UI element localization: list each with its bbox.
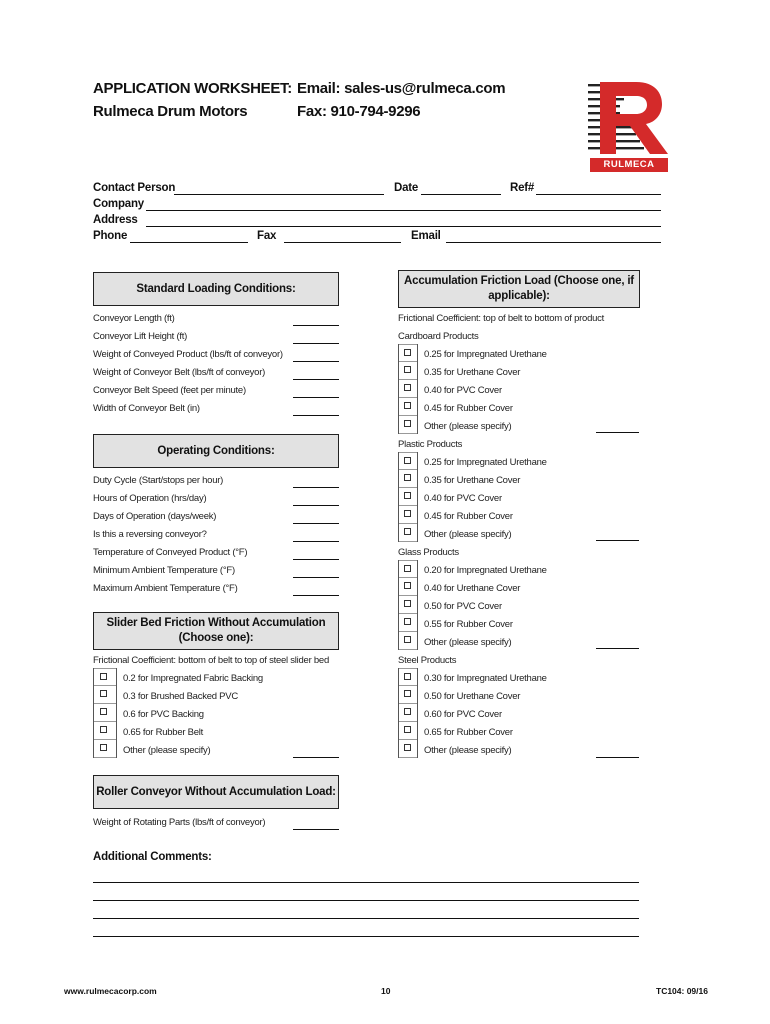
glass-option: 0.20 for Impregnated Urethane bbox=[424, 565, 547, 576]
email-field[interactable] bbox=[446, 242, 661, 243]
rulmeca-logo bbox=[586, 80, 672, 176]
slider-checkbox[interactable] bbox=[100, 690, 107, 697]
glass-option: Other (please specify) bbox=[424, 637, 512, 648]
operating-field[interactable] bbox=[293, 595, 339, 596]
contact-person-field[interactable] bbox=[174, 194, 384, 195]
slider-checkbox-column bbox=[93, 668, 117, 758]
steel-checkbox[interactable] bbox=[404, 673, 411, 680]
glass-checkbox[interactable] bbox=[404, 582, 411, 589]
plastic-checkbox[interactable] bbox=[404, 457, 411, 464]
slider-subtitle: Frictional Coefficient: bottom of belt to top of steel slider bed bbox=[93, 655, 329, 666]
steel-checkbox[interactable] bbox=[404, 708, 411, 715]
title-line2: Rulmeca Drum Motors bbox=[93, 103, 248, 120]
standard-field[interactable] bbox=[293, 379, 339, 380]
steel-checkbox[interactable] bbox=[404, 690, 411, 697]
steel-option: 0.30 for Impregnated Urethane bbox=[424, 673, 547, 684]
fax-label: Fax bbox=[257, 230, 277, 242]
slider-option: 0.65 for Rubber Belt bbox=[123, 727, 204, 738]
steel-option: 0.65 for Rubber Cover bbox=[424, 727, 513, 738]
slider-title-line2: (Choose one): bbox=[178, 632, 254, 644]
steel-option: Other (please specify) bbox=[424, 745, 512, 756]
standard-row: Weight of Conveyor Belt (lbs/ft of conveyor) bbox=[93, 367, 266, 378]
footer-page-number: 10 bbox=[381, 986, 391, 996]
standard-loading-title: Standard Loading Conditions: bbox=[136, 282, 296, 295]
cardboard-option: 0.35 for Urethane Cover bbox=[424, 367, 521, 378]
plastic-option: 0.25 for Impregnated Urethane bbox=[424, 457, 547, 468]
comment-line[interactable] bbox=[93, 936, 639, 937]
roller-field[interactable] bbox=[293, 829, 339, 830]
cardboard-label: Cardboard Products bbox=[398, 331, 479, 342]
standard-row: Conveyor Belt Speed (feet per minute) bbox=[93, 385, 246, 396]
cardboard-option: 0.25 for Impregnated Urethane bbox=[424, 349, 547, 360]
operating-row: Maximum Ambient Temperature (°F) bbox=[93, 583, 238, 594]
cardboard-option: 0.45 for Rubber Cover bbox=[424, 403, 513, 414]
operating-row: Temperature of Conveyed Product (°F) bbox=[93, 547, 248, 558]
standard-row: Width of Conveyor Belt (in) bbox=[93, 403, 200, 414]
glass-checkbox[interactable] bbox=[404, 600, 411, 607]
steel-other-field[interactable] bbox=[596, 757, 639, 758]
cardboard-other-field[interactable] bbox=[596, 432, 639, 433]
company-label: Company bbox=[93, 198, 144, 210]
plastic-option: 0.45 for Rubber Cover bbox=[424, 511, 513, 522]
footer-code: TC104: 09/16 bbox=[656, 986, 708, 996]
comment-line[interactable] bbox=[93, 882, 639, 883]
slider-bed-header bbox=[93, 612, 339, 650]
plastic-label: Plastic Products bbox=[398, 439, 463, 450]
address-field[interactable] bbox=[146, 226, 661, 227]
slider-title-line1: Slider Bed Friction Without Accumulation bbox=[106, 617, 326, 629]
email-label: Email bbox=[411, 230, 441, 242]
slider-checkbox[interactable] bbox=[100, 726, 107, 733]
plastic-other-field[interactable] bbox=[596, 540, 639, 541]
operating-row: Duty Cycle (Start/stops per hour) bbox=[93, 475, 224, 486]
logo-text: RULMECA bbox=[590, 158, 668, 172]
phone-field[interactable] bbox=[130, 242, 248, 243]
standard-field[interactable] bbox=[293, 343, 339, 344]
slider-option: Other (please specify) bbox=[123, 745, 211, 756]
plastic-checkbox[interactable] bbox=[404, 492, 411, 499]
steel-label: Steel Products bbox=[398, 655, 457, 666]
operating-row: Is this a reversing conveyor? bbox=[93, 529, 207, 540]
operating-row: Minimum Ambient Temperature (°F) bbox=[93, 565, 235, 576]
accumulation-header bbox=[398, 270, 640, 308]
plastic-option: Other (please specify) bbox=[424, 529, 512, 540]
contact-person-label: Contact Person bbox=[93, 182, 176, 194]
operating-field[interactable] bbox=[293, 523, 339, 524]
operating-row: Hours of Operation (hrs/day) bbox=[93, 493, 207, 504]
slider-checkbox[interactable] bbox=[100, 744, 107, 751]
slider-checkbox[interactable] bbox=[100, 708, 107, 715]
steel-option: 0.60 for PVC Cover bbox=[424, 709, 502, 720]
operating-field[interactable] bbox=[293, 487, 339, 488]
fax-field[interactable] bbox=[284, 242, 401, 243]
plastic-checkbox-column bbox=[398, 452, 418, 542]
ref-field[interactable] bbox=[536, 194, 661, 195]
operating-header bbox=[93, 434, 339, 468]
roller-row: Weight of Rotating Parts (lbs/ft of conveyor) bbox=[93, 817, 266, 828]
title-line1: APPLICATION WORKSHEET: bbox=[93, 80, 292, 97]
comment-line[interactable] bbox=[93, 900, 639, 901]
cardboard-option: 0.40 for PVC Cover bbox=[424, 385, 502, 396]
glass-option: 0.55 for Rubber Cover bbox=[424, 619, 513, 630]
slider-option: 0.2 for Impregnated Fabric Backing bbox=[123, 673, 263, 684]
accumulation-title-line1: Accumulation Friction Load (Choose one, if bbox=[404, 275, 634, 287]
cardboard-checkbox[interactable] bbox=[404, 402, 411, 409]
date-field[interactable] bbox=[421, 194, 501, 195]
glass-label: Glass Products bbox=[398, 547, 459, 558]
address-label: Address bbox=[93, 214, 138, 226]
phone-label: Phone bbox=[93, 230, 128, 242]
standard-row: Conveyor Lift Height (ft) bbox=[93, 331, 188, 342]
glass-checkbox[interactable] bbox=[404, 565, 411, 572]
footer-website: www.rulmecacorp.com bbox=[64, 986, 157, 996]
glass-other-field[interactable] bbox=[596, 648, 639, 649]
cardboard-checkbox[interactable] bbox=[404, 366, 411, 373]
cardboard-checkbox[interactable] bbox=[404, 384, 411, 391]
operating-field[interactable] bbox=[293, 541, 339, 542]
operating-row: Days of Operation (days/week) bbox=[93, 511, 217, 522]
glass-option: 0.50 for PVC Cover bbox=[424, 601, 502, 612]
plastic-option: 0.35 for Urethane Cover bbox=[424, 475, 521, 486]
steel-checkbox[interactable] bbox=[404, 726, 411, 733]
accumulation-title-line2: applicable): bbox=[488, 290, 550, 302]
operating-title: Operating Conditions: bbox=[157, 444, 275, 457]
cardboard-checkbox-column bbox=[398, 344, 418, 434]
company-field[interactable] bbox=[146, 210, 661, 211]
accumulation-subtitle: Frictional Coefficient: top of belt to bottom of product bbox=[398, 313, 605, 324]
standard-field[interactable] bbox=[293, 325, 339, 326]
cardboard-checkbox[interactable] bbox=[404, 420, 411, 427]
glass-checkbox[interactable] bbox=[404, 618, 411, 625]
slider-checkbox[interactable] bbox=[100, 673, 107, 680]
comments-title: Additional Comments: bbox=[93, 851, 212, 863]
roller-conveyor-header bbox=[93, 775, 339, 809]
ref-label: Ref# bbox=[510, 182, 535, 194]
comment-line[interactable] bbox=[93, 918, 639, 919]
plastic-checkbox[interactable] bbox=[404, 528, 411, 535]
roller-title: Roller Conveyor Without Accumulation Load: bbox=[96, 785, 336, 798]
steel-checkbox[interactable] bbox=[404, 744, 411, 751]
header-fax: Fax: 910-794-9296 bbox=[297, 103, 421, 120]
operating-field[interactable] bbox=[293, 505, 339, 506]
plastic-checkbox[interactable] bbox=[404, 510, 411, 517]
standard-loading-header bbox=[93, 272, 339, 306]
operating-field[interactable] bbox=[293, 559, 339, 560]
slider-option: 0.6 for PVC Backing bbox=[123, 709, 204, 720]
steel-checkbox-column bbox=[398, 668, 418, 758]
standard-row: Weight of Conveyed Product (lbs/ft of conveyor) bbox=[93, 349, 283, 360]
operating-field[interactable] bbox=[293, 577, 339, 578]
standard-row: Conveyor Length (ft) bbox=[93, 313, 175, 324]
slider-option: 0.3 for Brushed Backed PVC bbox=[123, 691, 238, 702]
glass-checkbox[interactable] bbox=[404, 636, 411, 643]
header-email: Email: sales-us@rulmeca.com bbox=[297, 80, 506, 97]
plastic-checkbox[interactable] bbox=[404, 474, 411, 481]
standard-field[interactable] bbox=[293, 361, 339, 362]
standard-field[interactable] bbox=[293, 415, 339, 416]
plastic-option: 0.40 for PVC Cover bbox=[424, 493, 502, 504]
date-label: Date bbox=[394, 182, 419, 194]
glass-checkbox-column bbox=[398, 560, 418, 650]
standard-field[interactable] bbox=[293, 397, 339, 398]
steel-option: 0.50 for Urethane Cover bbox=[424, 691, 521, 702]
cardboard-checkbox[interactable] bbox=[404, 349, 411, 356]
slider-other-field[interactable] bbox=[293, 757, 339, 758]
cardboard-option: Other (please specify) bbox=[424, 421, 512, 432]
glass-option: 0.40 for Urethane Cover bbox=[424, 583, 521, 594]
